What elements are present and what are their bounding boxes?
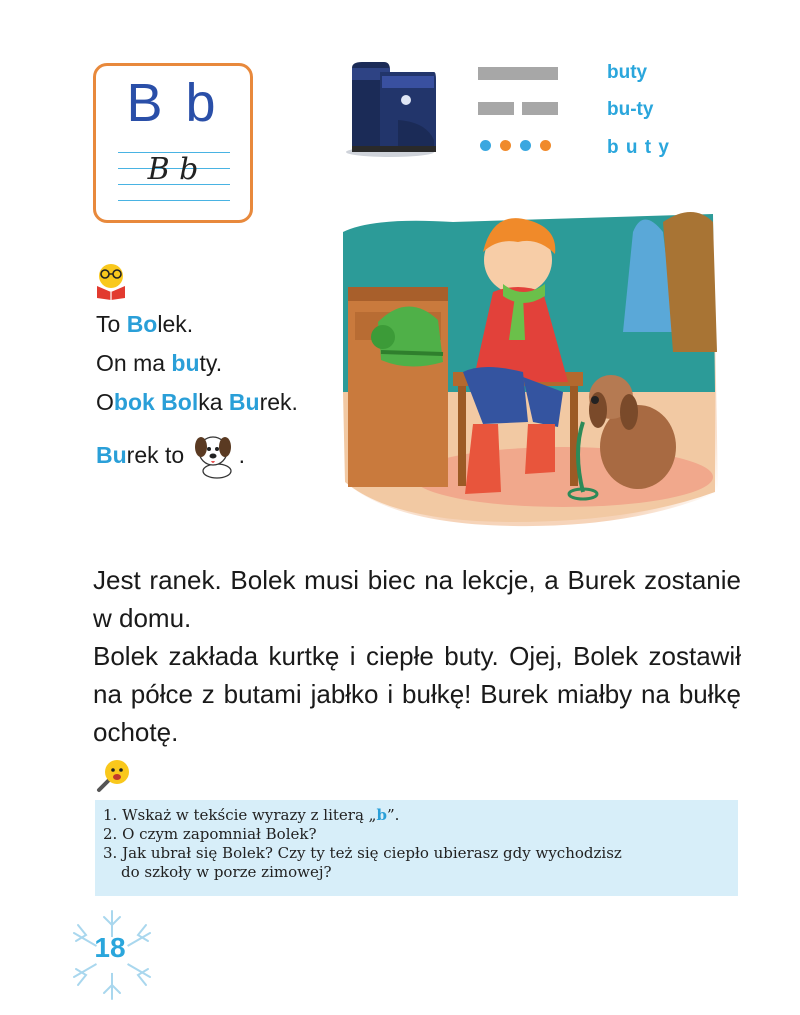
- question-2: 2. O czym zapomniał Bolek?: [103, 825, 317, 843]
- question-letter: b: [376, 806, 387, 824]
- syllable-bar: [522, 102, 558, 115]
- question-3-continued: do szkoły w porze zimowej?: [121, 863, 332, 881]
- reading-text: rek to: [126, 442, 191, 468]
- reading-line-4: [96, 433, 245, 479]
- reading-text: ka: [198, 389, 229, 415]
- reading-smiley-icon: [93, 262, 129, 300]
- word-letters: b u t y: [607, 137, 670, 158]
- phoneme-dot: [500, 140, 511, 151]
- letter-card: [93, 63, 253, 223]
- reading-highlight: Bol: [161, 389, 199, 415]
- phoneme-dot: [520, 140, 531, 151]
- word-bar: [478, 67, 558, 80]
- reading-text: O: [96, 389, 114, 415]
- boots-image: [340, 60, 440, 160]
- microphone-smiley-icon: [95, 758, 131, 794]
- syllable-bar: [478, 102, 514, 115]
- reading-text: rek.: [259, 389, 298, 415]
- reading-highlight: Bo: [126, 311, 158, 337]
- letter-print: B b: [126, 73, 220, 133]
- story-paragraph-2: Bolek zakłada kurtkę i ciepłe buty. Ojej, Bolek zostawił na półce z butami jabłko i bułkę! Burek miałby na bułkę ochotę.: [93, 641, 741, 747]
- question-3: 3. Jak ubrał się Bolek? Czy ty też się ciepło ubierasz gdy wychodzisz: [103, 844, 622, 862]
- reading-highlight: Bu: [228, 389, 260, 415]
- page-number: 18: [94, 932, 126, 963]
- phoneme-dot: [480, 140, 491, 151]
- reading-text: lek.: [157, 311, 194, 337]
- reading-highlight: Bu: [96, 442, 127, 468]
- story-paragraph-1: Jest ranek. Bolek musi biec na lekcje, a Burek zostanie w domu.: [93, 565, 741, 633]
- reading-text: On ma: [96, 350, 172, 376]
- story-text: [93, 561, 741, 751]
- letter-script: B b: [147, 152, 199, 187]
- reading-highlight: bok: [113, 389, 155, 415]
- questions-box: [95, 800, 738, 896]
- question-text: ”.: [386, 806, 400, 824]
- reading-text: To: [96, 311, 127, 337]
- reading-text: .: [238, 442, 245, 468]
- reading-text: ty.: [199, 350, 223, 376]
- dog-pictogram-icon: [191, 433, 239, 479]
- word-split: bu-ty: [607, 99, 654, 120]
- reading-highlight: bu: [171, 350, 200, 376]
- reading-line-1: [96, 311, 193, 338]
- question-1: [103, 806, 730, 825]
- boy-with-dog-illustration: [333, 192, 723, 530]
- phoneme-dot: [540, 140, 551, 151]
- guide-line: [118, 200, 230, 201]
- reading-line-2: [96, 350, 222, 377]
- reading-line-3: [96, 389, 298, 416]
- word-full: buty: [607, 62, 648, 83]
- question-text: 1. Wskaż w tekście wyrazy z literą „: [103, 806, 377, 824]
